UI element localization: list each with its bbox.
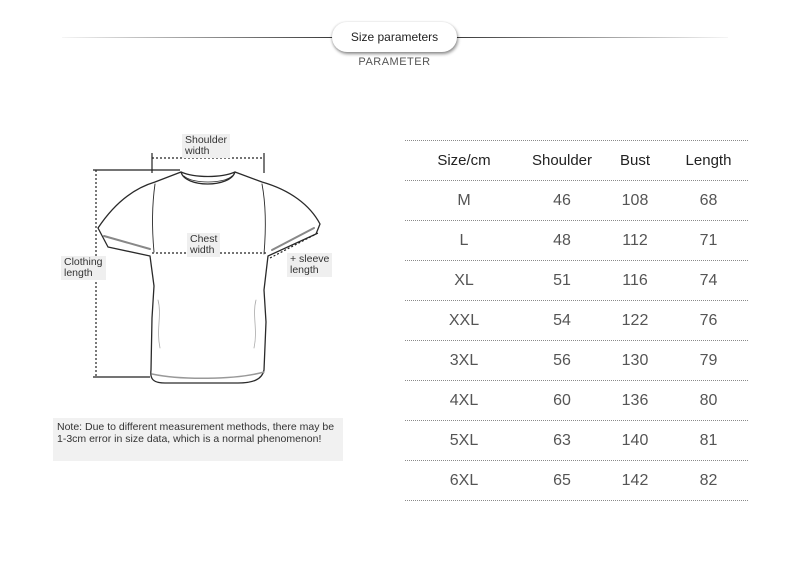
- cell-shoulder: 54: [553, 311, 571, 329]
- header-shoulder: Shoulder: [531, 152, 593, 169]
- cell-length: 82: [699, 471, 718, 489]
- cell-size: 4XL: [449, 391, 479, 409]
- cell-bust: 136: [621, 391, 649, 409]
- table-row: [405, 301, 748, 340]
- table-header-row: [405, 141, 748, 180]
- cell-length: 74: [699, 271, 718, 289]
- cell-length: 68: [699, 191, 718, 209]
- table-row: [405, 181, 748, 220]
- cell-shoulder: 63: [553, 431, 571, 449]
- cell-length: 71: [699, 231, 718, 249]
- cell-bust: 142: [621, 471, 649, 489]
- cell-size: XXL: [448, 311, 480, 329]
- cell-shoulder: 60: [553, 391, 571, 409]
- chest-width-label: Chest width: [187, 233, 220, 257]
- cell-size: 3XL: [449, 351, 479, 369]
- table-row: [405, 261, 748, 300]
- shoulder-width-label: Shoulder width: [182, 134, 230, 158]
- cell-length: 81: [699, 431, 718, 449]
- measurement-note: Note: Due to different measurement methods, there may be 1-3cm error in size data, which is a normal phenomenon!: [53, 418, 343, 461]
- table-row: [405, 381, 748, 420]
- header-size: Size/cm: [437, 152, 491, 169]
- section-subtitle: PARAMETER: [358, 56, 431, 68]
- cell-size: 5XL: [449, 431, 479, 449]
- tshirt-outline: [98, 172, 320, 383]
- cell-size: 6XL: [449, 471, 479, 489]
- header-length: Length: [685, 152, 732, 169]
- clothing-length-label: Clothing length: [61, 256, 106, 280]
- cell-bust: 112: [622, 231, 648, 249]
- cell-bust: 116: [622, 271, 648, 289]
- cell-size: XL: [454, 271, 474, 289]
- cell-length: 79: [699, 351, 718, 369]
- size-table: [405, 140, 748, 501]
- table-row: [405, 461, 748, 500]
- cell-bust: 108: [621, 191, 649, 209]
- cell-length: 76: [699, 311, 718, 329]
- sleeve-length-label: + sleeve length: [287, 253, 332, 277]
- cell-size: M: [457, 191, 471, 209]
- cell-bust: 140: [621, 431, 649, 449]
- table-row: [405, 421, 748, 460]
- table-row: [405, 341, 748, 380]
- header-bust: Bust: [619, 152, 650, 169]
- cell-shoulder: 65: [553, 471, 571, 489]
- cell-shoulder: 51: [553, 271, 571, 289]
- section-title: Size parameters: [332, 22, 457, 52]
- cell-shoulder: 46: [553, 191, 571, 209]
- cell-length: 80: [699, 391, 718, 409]
- cell-bust: 122: [621, 311, 649, 329]
- cell-bust: 130: [621, 351, 649, 369]
- cell-shoulder: 48: [553, 231, 571, 249]
- table-row: [405, 221, 748, 260]
- cell-size: L: [459, 231, 469, 249]
- cell-shoulder: 56: [553, 351, 571, 369]
